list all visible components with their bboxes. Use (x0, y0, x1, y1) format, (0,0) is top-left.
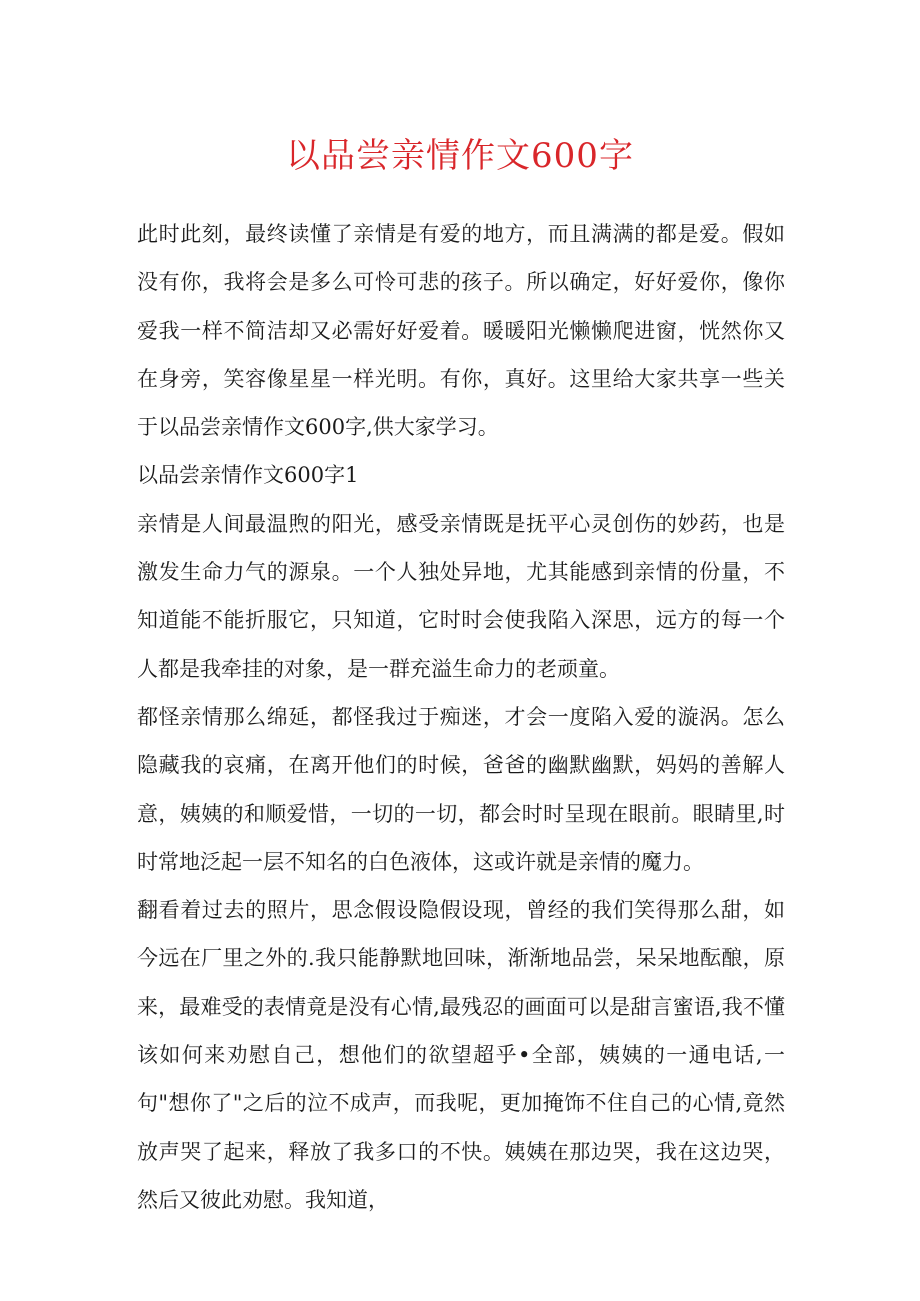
section-heading: 以品尝亲情作文600字1 (137, 463, 359, 488)
intro-paragraph: 此时此刻，最终读懂了亲情是有爱的地方，而且满满的都是爱。假如没有你，我将会是多么可怜可悲的孩子。所以确定，好好爱你，像你爱我一样不简洁却又必需好好爱着。暖暖阳光懒懒爬进窗，恍然你又在身旁，笑容像星星一样光明。有你，真好。这里给大家共享一些关于以品尝亲情作文600字,供大家学习。 (137, 222, 785, 440)
document-title: 以品尝亲情作文600字 (286, 136, 634, 176)
body-paragraph-2: 都怪亲情那么绵延，都怪我过于痴迷，才会一度陷入爱的漩涡。怎么隐藏我的哀痛，在离开他们的时候，爸爸的幽默幽默，妈妈的善解人意，姨姨的和顺爱惜，一切的一切，都会时时呈现在眼前。眼睛里,时时常地泛起一层不知名的白色液体，这或许就是亲情的魔力。 (137, 704, 785, 874)
body-paragraph-3: 翻看着过去的照片，思念假设隐假设现，曾经的我们笑得那么甜，如今远在厂里之外的.我只能静默地回味，渐渐地品尝，呆呆地酝酿，原来，最难受的表情竟是没有心情,最残忍的画面可以是甜言蜜语,我不懂该如何来劝慰自己，想他们的欲望超乎•全部，姨姨的一通电话,一句"想你了"之后的泣不成声，而我呢，更加掩饰不住自己的心情,竟然放声哭了起来，释放了我多口的不快。姨姨在那边哭，我在这边哭，然后又彼此劝慰。我知道， (137, 898, 785, 1212)
body-paragraph-1: 亲情是人间最温煦的阳光，感受亲情既是抚平心灵创伤的妙药，也是激发生命力气的源泉。一个人独处异地，尤其能感到亲情的份量，不知道能不能折服它，只知道，它时时会使我陷入深思，远方的每一个人都是我牵挂的对象，是一群充溢生命力的老顽童。 (137, 511, 785, 681)
document-body (137, 210, 785, 1224)
